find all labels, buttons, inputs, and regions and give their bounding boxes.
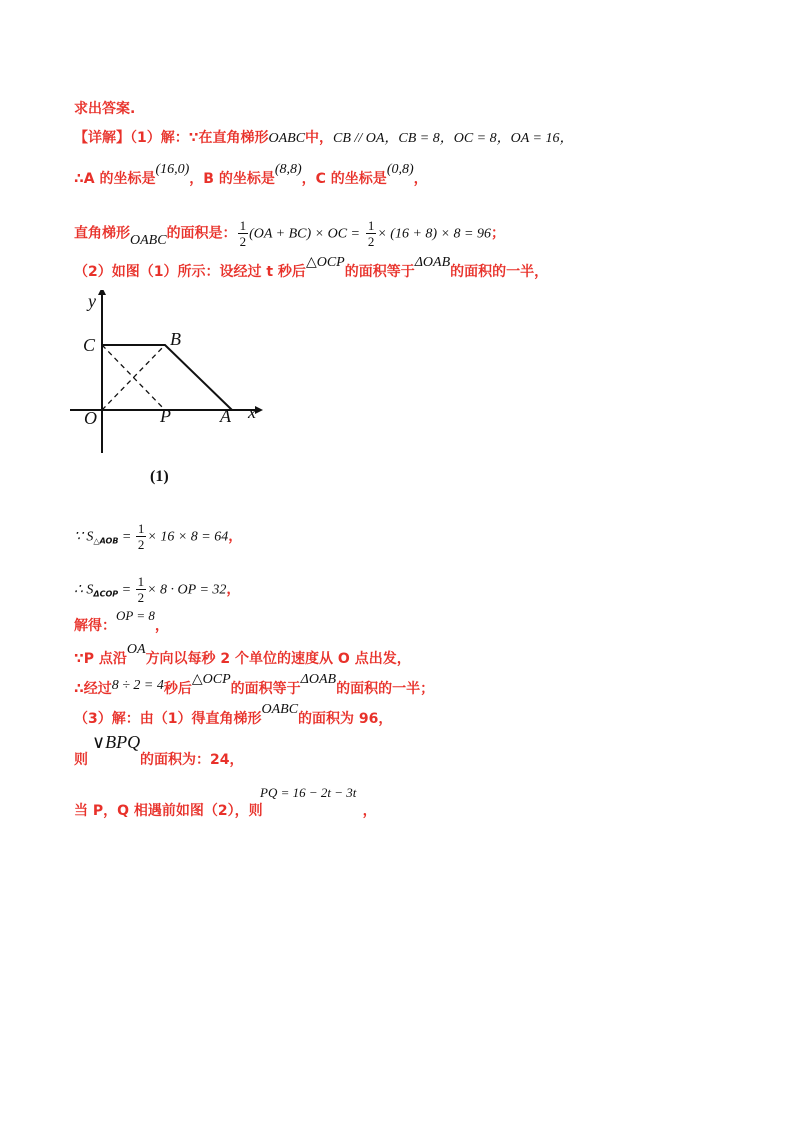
text: 解得： xyxy=(74,618,116,634)
point-b-label: B xyxy=(170,329,181,349)
point-p-label: P xyxy=(160,406,171,426)
x-arrow xyxy=(255,406,263,414)
text: ， xyxy=(226,581,241,598)
line-5 xyxy=(74,255,549,282)
axis-y-label: y xyxy=(88,291,96,311)
op-value: OP = 8 xyxy=(116,608,155,623)
given-values: CB // OA，CB = 8，OC = 8，OA = 16， xyxy=(333,131,574,146)
area-cop-expr: × 8 · OP = 32 xyxy=(147,582,227,598)
segment-oa: OA xyxy=(126,642,146,657)
area-expr-1: (OA + BC) × OC = xyxy=(249,226,360,242)
line-1: 求出答案. xyxy=(74,101,136,117)
text: 则 xyxy=(74,752,88,768)
line-12 xyxy=(74,751,243,769)
line-13 xyxy=(74,802,377,820)
triangle-ocp: △OCP xyxy=(305,255,345,270)
detail-label: 【详解】（1）解：∵在直角梯形 xyxy=(74,130,269,146)
point-c-label: C xyxy=(83,335,96,355)
because-s: ∵ S xyxy=(74,529,94,545)
trapezoid-edges xyxy=(102,345,232,410)
line-10 xyxy=(74,672,435,699)
triangle-ocp: △OCP xyxy=(191,672,231,687)
line-8 xyxy=(74,608,169,635)
triangle-oab: ΔOAB xyxy=(300,672,337,687)
area-expr-2: × (16 + 8) × 8 = 96 xyxy=(377,226,491,242)
triangle-bpq-symbol: ∨BPQ xyxy=(92,732,141,752)
text: 的面积等于 xyxy=(344,264,415,280)
line-4 xyxy=(74,218,505,249)
text: 的面积等于 xyxy=(230,681,301,697)
coord-b: (8,8) xyxy=(274,162,302,177)
text: 的面积是： xyxy=(166,225,237,242)
text: （3）解：由（1）得直角梯形 xyxy=(74,711,262,727)
coord-a: (16,0) xyxy=(155,162,190,177)
subscript: ΔCOP xyxy=(93,589,119,599)
text: 的面积为 96， xyxy=(298,711,393,727)
text: 当 P，Q 相遇前如图（2），则 xyxy=(74,803,263,819)
time-calc: 8 ÷ 2 = 4 xyxy=(111,678,164,693)
text: 的面积为：24， xyxy=(140,752,244,768)
trapezoid-name: OABC xyxy=(268,131,306,146)
text: ， xyxy=(228,528,243,545)
text: ∴经过 xyxy=(74,681,112,697)
text: ∵P 点沿 xyxy=(74,651,127,667)
text: 直角梯形 xyxy=(74,225,130,242)
text: 秒后 xyxy=(163,681,192,697)
text: 中， xyxy=(305,130,334,146)
text: （2）如图（1）所示：设经过 t 秒后 xyxy=(74,264,306,280)
area-aob-expr: × 16 × 8 = 64 xyxy=(147,529,229,545)
trapezoid-name: OABC xyxy=(261,702,299,717)
line-9 xyxy=(74,642,411,669)
line-6: ∵ $S_{\triangle AOB}$ = $\frac{1}{2}$ × 16 × 8 = 64， xyxy=(74,521,243,552)
text: ， xyxy=(362,803,377,819)
line-2 xyxy=(74,129,573,148)
text: ； xyxy=(490,225,505,242)
triangle-oab: ΔOAB xyxy=(414,255,451,270)
pq-expression: PQ = 16 − 2t − 3t xyxy=(260,785,357,800)
text: 的面积的一半； xyxy=(336,681,435,697)
coordinate-diagram xyxy=(70,290,290,465)
text: ， xyxy=(413,171,428,187)
coord-c: (0,8) xyxy=(386,162,414,177)
text: ， xyxy=(154,618,169,634)
fraction: $\frac{1}{2}$ xyxy=(367,218,375,249)
therefore-s: ∴ S xyxy=(74,582,94,598)
trapezoid-name: OABC xyxy=(130,232,167,248)
text: ，B 的坐标是 xyxy=(189,171,275,187)
fraction: $\frac{1}{2}$ xyxy=(239,218,247,249)
text: ，C 的坐标是 xyxy=(301,171,387,187)
line-3 xyxy=(74,162,428,189)
point-a-label: A xyxy=(220,406,231,426)
point-o-label: O xyxy=(84,408,97,428)
line-7: ∴ $S_{\Delta COP}$ = $\frac{1}{2}$ × 8 · OP = 32， xyxy=(74,574,241,605)
y-arrow xyxy=(98,290,106,295)
subscript: △AOB xyxy=(93,536,119,546)
text: ∴A 的坐标是 xyxy=(74,171,156,187)
line-11 xyxy=(74,702,393,729)
axis-x-label: x xyxy=(248,402,256,422)
text: 方向以每秒 2 个单位的速度从 O 点出发， xyxy=(145,651,411,667)
figure-caption: (1) xyxy=(150,468,169,485)
fraction: $\frac{1}{2}$ xyxy=(137,521,145,552)
figure-1 xyxy=(70,290,290,469)
fraction: $\frac{1}{2}$ xyxy=(137,574,145,605)
text: 的面积的一半， xyxy=(450,264,549,280)
